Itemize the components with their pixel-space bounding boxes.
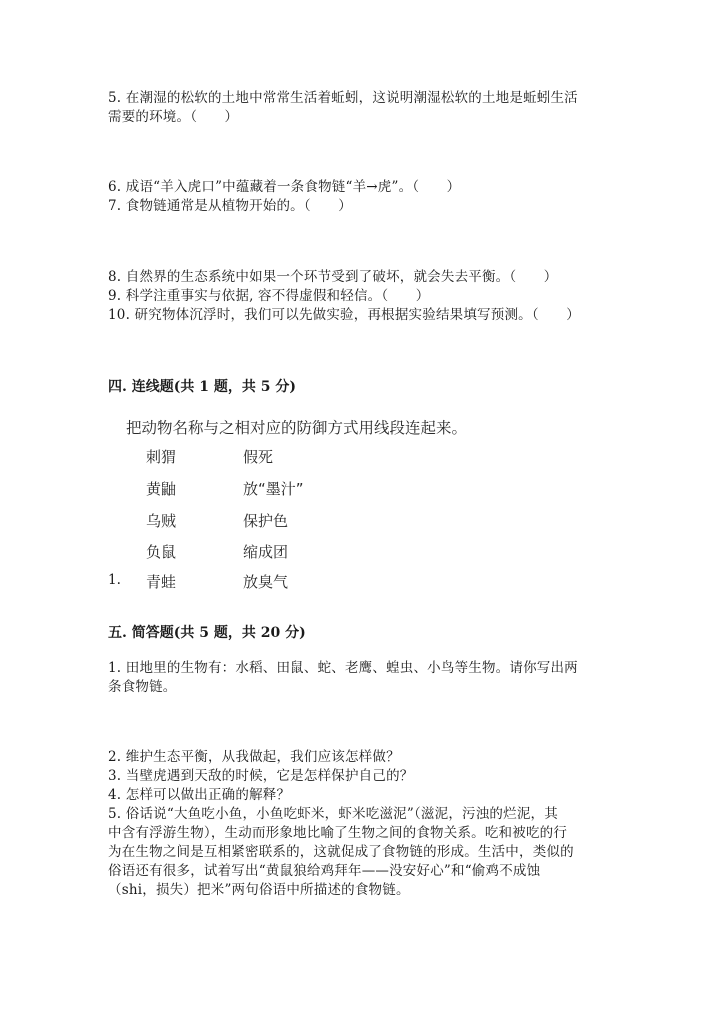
defense-method: 假死: [243, 448, 274, 466]
short-answer-q5-line3: 为在生物之间是互相紧密联系的，这就促成了食物链的形成。生活中，类似的: [108, 844, 574, 860]
short-answer-q5-line5: （shi，损失）把米”两句俗语中所描述的食物链。: [108, 882, 410, 898]
judgment-q7: 7. 食物链通常是从植物开始的。（ ）: [108, 198, 352, 214]
judgment-q10: 10. 研究物体沉浮时，我们可以先做实验，再根据实验结果填写预测。（ ）: [108, 307, 580, 323]
animal-name: 负鼠: [146, 543, 177, 561]
short-answer-q5-line2: 中含有浮游生物），生动而形象地比喻了生物之间的食物关系。吃和被吃的行: [108, 825, 568, 841]
matching-instruction: 把动物名称与之相对应的防御方式用线段连起来。: [126, 419, 468, 437]
section-heading-short-answer: 五. 简答题(共 5 题，共 20 分): [108, 625, 306, 641]
animal-name: 乌贼: [146, 512, 177, 530]
short-answer-q1-line2: 条食物链。: [108, 679, 177, 695]
defense-method: 放“墨汁”: [243, 480, 304, 498]
matching-question-number: 1.: [108, 572, 121, 588]
animal-name: 青蛙: [146, 573, 177, 591]
short-answer-q4: 4. 怎样可以做出正确的解释？: [108, 787, 291, 803]
judgment-q5-line2: 需要的环境。（ ）: [108, 109, 239, 125]
defense-method: 放臭气: [243, 573, 289, 591]
judgment-q9: 9. 科学注重事实与依据, 容不得虚假和轻信。（ ）: [108, 288, 430, 304]
short-answer-q5-line1: 5. 俗话说“大鱼吃小鱼，小鱼吃虾米，虾米吃滋泥”（滋泥，污浊的烂泥，其: [108, 806, 558, 822]
judgment-q6: 6. 成语“羊入虎口”中蕴藏着一条食物链“羊→虎”。（ ）: [108, 179, 461, 195]
defense-method: 缩成团: [243, 543, 289, 561]
judgment-q8: 8. 自然界的生态系统中如果一个环节受到了破坏，就会失去平衡。（ ）: [108, 269, 558, 285]
judgment-q5-line1: 5. 在潮湿的松软的土地中常常生活着蚯蚓，这说明潮湿松软的土地是蚯蚓生活: [108, 90, 578, 106]
animal-name: 黄鼬: [146, 480, 177, 498]
short-answer-q5-line4: 俗语还有很多，试着写出“黄鼠狼给鸡拜年——没安好心”和“偷鸡不成蚀: [108, 863, 541, 879]
section-heading-matching: 四. 连线题(共 1 题，共 5 分): [108, 379, 296, 395]
short-answer-q2: 2. 维护生态平衡，从我做起，我们应该怎样做？: [108, 749, 400, 765]
short-answer-q3: 3. 当壁虎遇到天敌的时候，它是怎样保护自己的？: [108, 768, 414, 784]
animal-name: 刺猬: [146, 448, 177, 466]
defense-method: 保护色: [243, 512, 289, 530]
short-answer-q1-line1: 1. 田地里的生物有：水稻、田鼠、蛇、老鹰、蝗虫、小鸟等生物。请你写出两: [108, 660, 578, 676]
